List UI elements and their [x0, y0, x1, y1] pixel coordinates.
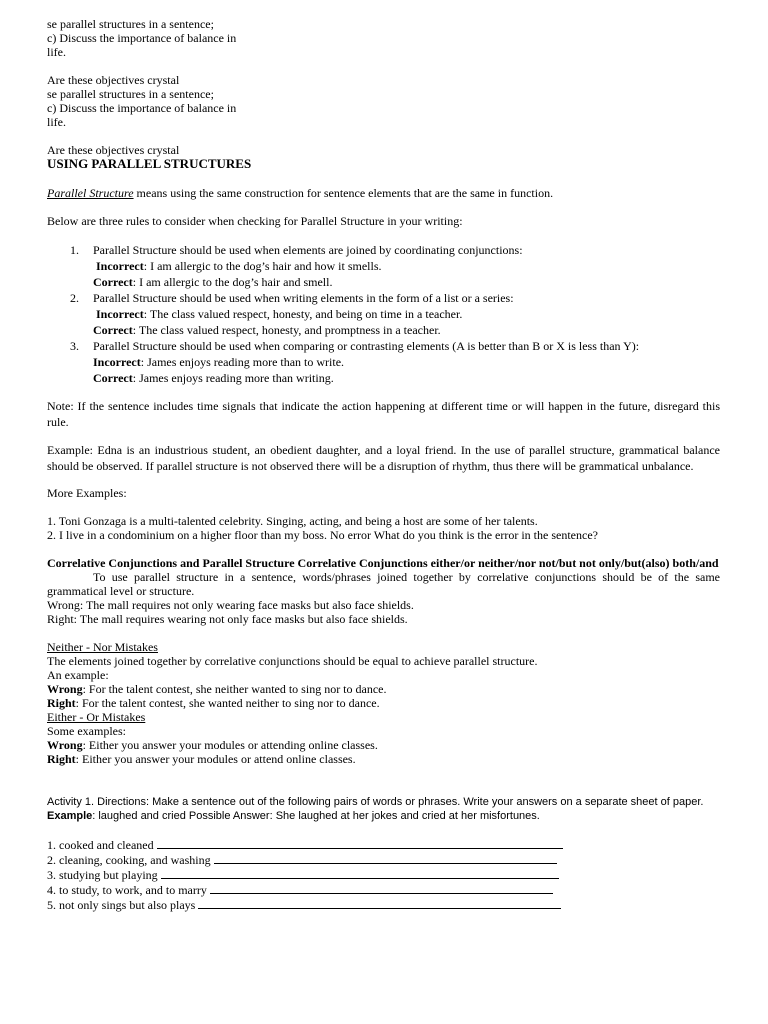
either-or-intro: Some examples:	[47, 724, 126, 738]
rule-item	[70, 338, 720, 386]
right-text: : Either you answer your modules or attend online classes.	[75, 752, 356, 766]
definition-paragraph	[47, 186, 720, 200]
note-paragraph: Note: If the sentence includes time signals that indicate the action happening at different time or will happen in the future, disregard this rule.	[47, 399, 720, 429]
rules-intro: Below are three rules to consider when checking for Parallel Structure in your writing:	[47, 214, 463, 228]
neither-wrong	[47, 682, 720, 696]
incorrect-label: Incorrect	[96, 259, 144, 273]
rule-number: 1.	[70, 243, 79, 257]
example-paragraph: Example: Edna is an industrious student, an obedient daughter, and a loyal friend. In the use of parallel structure, grammatical balance should be observed. If parallel structure is not observed there will be a disruption of rhythm, thus there will be grammatical unbalance.	[47, 443, 720, 473]
more-examples-label: More Examples:	[47, 486, 127, 500]
fragment-line: Are these objectives crystal	[47, 73, 180, 87]
fragment-line: life.	[47, 45, 66, 59]
answer-line[interactable]	[161, 867, 559, 879]
rule-correct	[93, 274, 720, 290]
right-example: Right: The mall requires wearing not only face masks but also face shields.	[47, 612, 408, 626]
fragment-line: c) Discuss the importance of balance in	[47, 31, 237, 45]
document-page	[47, 17, 720, 912]
answer-line[interactable]	[214, 852, 557, 864]
right-label: Right	[47, 752, 76, 766]
wrong-text: : For the talent contest, she neither wanted to sing nor to dance.	[82, 682, 387, 696]
rule-item	[70, 242, 720, 290]
rule-number: 2.	[70, 291, 79, 305]
item-text: 2. cleaning, cooking, and washing	[47, 853, 211, 867]
correct-label: Correct	[93, 275, 133, 289]
right-text: : For the talent contest, she wanted neither to sing nor to dance.	[75, 696, 380, 710]
rule-number: 3.	[70, 339, 79, 353]
either-right	[47, 752, 720, 766]
incorrect-label: Incorrect	[93, 355, 141, 369]
more-example-item: 1. Toni Gonzaga is a multi-talented celebrity. Singing, acting, and being a host are some of her talents.	[47, 514, 538, 528]
fragment-line: Are these objectives crystal	[47, 143, 180, 157]
rules-list	[47, 242, 720, 386]
incorrect-text: : James enjoys reading more than to write.	[140, 355, 345, 369]
activity-item	[47, 897, 720, 912]
wrong-label: Wrong	[47, 682, 83, 696]
rule-item	[70, 290, 720, 338]
incorrect-label: Incorrect	[96, 307, 144, 321]
activity-items	[47, 837, 720, 912]
example-label: Example	[47, 810, 93, 822]
definition-term: Parallel Structure	[47, 186, 134, 200]
document-title: USING PARALLEL STRUCTURES	[47, 156, 252, 171]
either-wrong	[47, 738, 720, 752]
activity-item	[47, 852, 720, 867]
fragment-line: c) Discuss the importance of balance in	[47, 101, 237, 115]
neither-nor-intro: An example:	[47, 668, 109, 682]
more-example-item: 2. I live in a condominium on a higher floor than my boss. No error What do you think is the error in the sentence?	[47, 528, 598, 542]
incorrect-text: : I am allergic to the dog’s hair and how it smells.	[143, 259, 382, 273]
correct-text: : The class valued respect, honesty, and promptness in a teacher.	[132, 323, 441, 337]
wrong-label: Wrong	[47, 738, 83, 752]
wrong-example: Wrong: The mall requires not only wearing face masks but also face shields.	[47, 598, 414, 612]
incorrect-text: : The class valued respect, honesty, and being on time in a teacher.	[143, 307, 463, 321]
fragment-line: life.	[47, 115, 66, 129]
rule-incorrect	[93, 354, 720, 370]
either-or-heading: Either - Or Mistakes	[47, 710, 146, 724]
fragment-line: se parallel structures in a sentence;	[47, 17, 214, 31]
neither-nor-body: The elements joined together by correlative conjunctions should be equal to achieve parallel structure.	[47, 654, 538, 668]
item-text: 4. to study, to work, and to marry	[47, 883, 207, 897]
rule-correct	[93, 370, 720, 386]
correct-label: Correct	[93, 371, 133, 385]
activity-item	[47, 867, 720, 882]
item-text: 1. cooked and cleaned	[47, 838, 154, 852]
example-text: : laughed and cried Possible Answer: She laughed at her jokes and cried at her misfortunes.	[92, 810, 540, 822]
answer-line[interactable]	[157, 837, 563, 849]
rule-correct	[93, 322, 720, 338]
correlative-heading: Correlative Conjunctions and Parallel Structure Correlative Conjunctions either/or neither/nor not/but not only/but(also) both/and	[47, 556, 719, 570]
item-text: 3. studying but playing	[47, 868, 158, 882]
fragment-line: se parallel structures in a sentence;	[47, 87, 214, 101]
item-text: 5. not only sings but also plays	[47, 898, 196, 912]
correct-text: : I am allergic to the dog’s hair and smell.	[132, 275, 333, 289]
definition-text: means using the same construction for sentence elements that are the same in function.	[133, 186, 554, 200]
correlative-body: To use parallel structure in a sentence, words/phrases joined together by correlative conjunctions should be of the same grammatical level or structure.	[47, 570, 720, 598]
activity-example	[47, 809, 720, 823]
activity-directions: Activity 1. Directions: Make a sentence out of the following pairs of words or phrases. Write your answers on a separate sheet of paper.	[47, 796, 704, 808]
activity-item	[47, 837, 720, 852]
rule-incorrect	[93, 306, 720, 322]
answer-line[interactable]	[210, 882, 553, 894]
activity-item	[47, 882, 720, 897]
answer-line[interactable]	[198, 897, 561, 909]
rule-text: Parallel Structure should be used when comparing or contrasting elements (A is better than B or X is less than Y):	[93, 339, 640, 353]
neither-right	[47, 696, 720, 710]
rule-text: Parallel Structure should be used when writing elements in the form of a list or a series:	[93, 291, 514, 305]
wrong-text: : Either you answer your modules or attending online classes.	[82, 738, 378, 752]
rule-text: Parallel Structure should be used when elements are joined by coordinating conjunctions:	[93, 243, 523, 257]
rule-incorrect	[93, 258, 720, 274]
correct-text: : James enjoys reading more than writing.	[132, 371, 334, 385]
neither-nor-heading: Neither - Nor Mistakes	[47, 640, 158, 654]
correct-label: Correct	[93, 323, 133, 337]
right-label: Right	[47, 696, 76, 710]
